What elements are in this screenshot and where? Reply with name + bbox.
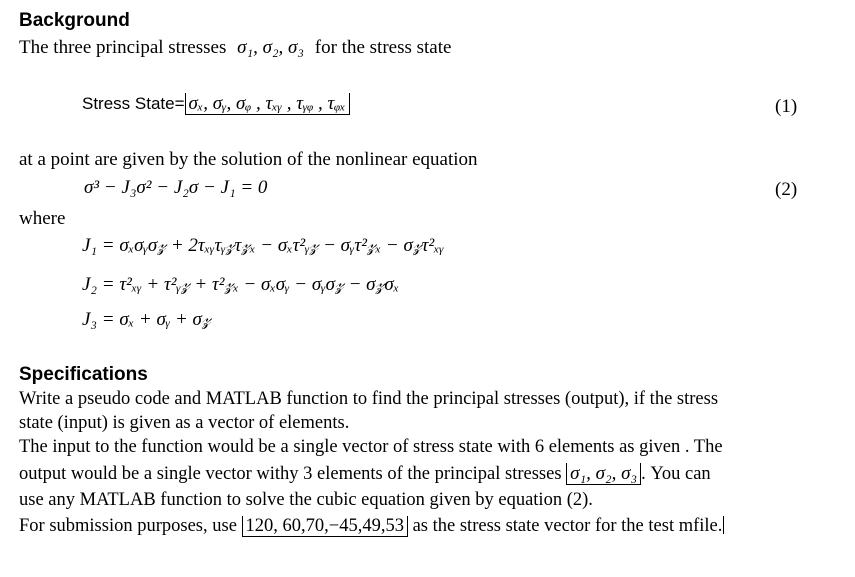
spec-line-2: state (input) is given as a vector of elements. [19, 413, 350, 433]
text-cursor[interactable] [723, 516, 724, 534]
test-stress-vector: 120, 60,70,−45,49,53 [242, 516, 408, 537]
intro-text: The three principal stresses [19, 37, 227, 58]
solution-text: at a point are given by the solution of the nonlinear equation [19, 149, 478, 170]
j2-equation: J₂ = τ²ₓᵧ + τ²ᵧ𝓏 + τ²𝓏ₓ − σₓσᵧ − σᵧσ𝓏 − σ𝓏σₓ [82, 274, 400, 295]
spec-line-5: use any MATLAB function to solve the cubic equation given by equation (2). [19, 490, 593, 510]
spec-line-6-prefix: For submission purposes, use [19, 516, 237, 536]
stress-state-vector: σₓ, σᵧ, σᵩ , τₓᵧ , τᵧᵩ , τᵩₓ [185, 93, 350, 115]
specifications-heading: Specifications [19, 364, 148, 385]
spec-line-4-prefix: output would be a single vector withy 3 elements of the principal stresses [19, 464, 562, 484]
stress-state-label: Stress State= [82, 94, 185, 113]
where-text: where [19, 208, 66, 229]
intro-suffix: for the stress state [314, 37, 452, 58]
spec-line-4 [19, 461, 711, 487]
equation-1-number: (1) [775, 96, 798, 117]
j3-equation: J₃ = σₓ + σᵧ + σ𝓏 [82, 309, 211, 330]
equation-2-number: (2) [775, 179, 798, 200]
spec-line-4-suffix: . You can [641, 464, 711, 484]
spec-line-3: The input to the function would be a single vector of stress state with 6 elements as given . The [19, 437, 723, 457]
background-heading: Background [19, 10, 130, 31]
spec-line-6-suffix: as the stress state vector for the test mfile. [412, 516, 723, 536]
principal-stress-vector: σ₁, σ₂, σ₃ [566, 463, 641, 485]
equation-2: σ³ − J₃σ² − J₂σ − J₁ = 0 [84, 177, 268, 198]
j1-equation: J₁ = σₓσᵧσ𝓏 + 2τₓᵧτᵧ𝓏τ𝓏ₓ − σₓτ²ᵧ𝓏 − σᵧτ²𝓏ₓ − σ𝓏τ²ₓᵧ [82, 235, 444, 256]
spec-line-6 [19, 514, 724, 539]
spec-line-1: Write a pseudo code and MATLAB function to find the principal stresses (output), if the stress [19, 389, 719, 409]
stress-state-row [82, 93, 350, 115]
principal-symbols: σ₁, σ₂, σ₃ [237, 37, 305, 58]
intro-line [19, 37, 451, 59]
